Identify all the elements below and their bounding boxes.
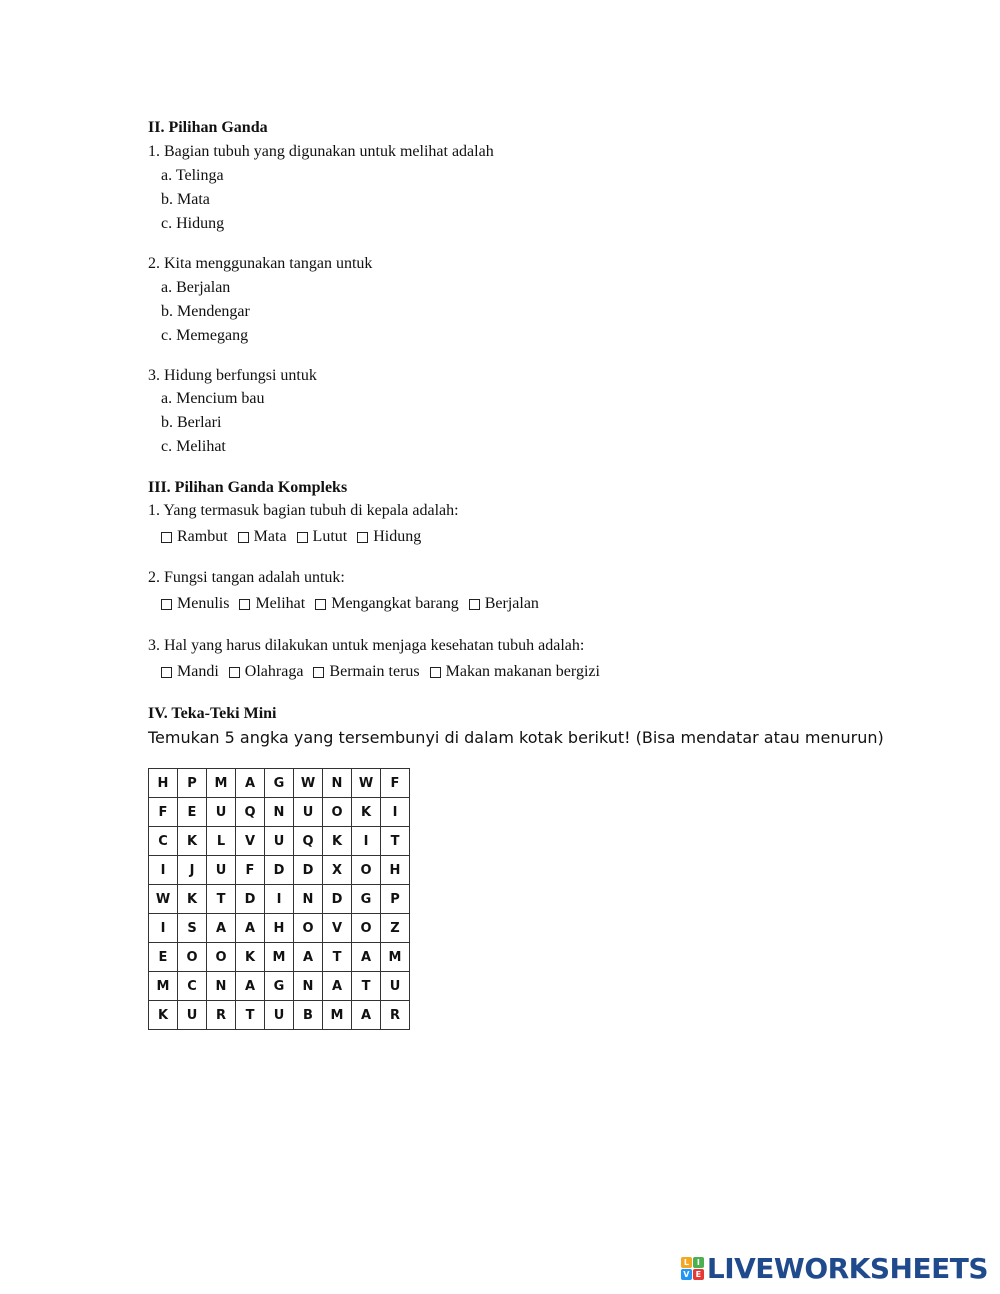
grid-cell[interactable]: U bbox=[294, 798, 323, 827]
option-2-3-c[interactable]: c. Melihat bbox=[161, 438, 226, 455]
grid-cell[interactable]: B bbox=[294, 1001, 323, 1030]
grid-cell[interactable]: O bbox=[352, 914, 381, 943]
checkbox-label: Mengangkat barang bbox=[331, 595, 459, 612]
grid-cell[interactable]: L bbox=[207, 827, 236, 856]
grid-cell[interactable]: U bbox=[265, 827, 294, 856]
grid-cell[interactable]: T bbox=[323, 943, 352, 972]
question-3-1: 1. Yang termasuk bagian tubuh di kepala adalah: bbox=[148, 502, 459, 519]
question-3-3: 3. Hal yang harus dilakukan untuk menjaga kesehatan tubuh adalah: bbox=[148, 637, 585, 654]
checkbox-label: Menulis bbox=[177, 595, 230, 612]
grid-cell[interactable]: W bbox=[149, 885, 178, 914]
grid-cell[interactable]: R bbox=[381, 1001, 410, 1030]
option-2-1-c[interactable]: c. Hidung bbox=[161, 215, 225, 232]
checkbox-label: Mata bbox=[253, 528, 287, 545]
grid-cell[interactable]: D bbox=[265, 856, 294, 885]
liveworksheets-brand bbox=[681, 1252, 988, 1285]
grid-cell[interactable]: A bbox=[207, 914, 236, 943]
checkbox-group-3-3 bbox=[161, 662, 600, 682]
section-title-pilihan-ganda: II. Pilihan Ganda bbox=[148, 119, 268, 136]
grid-cell[interactable]: P bbox=[381, 885, 410, 914]
grid-cell[interactable]: K bbox=[178, 827, 207, 856]
grid-cell[interactable]: T bbox=[236, 1001, 265, 1030]
puzzle-instruction: Temukan 5 angka yang tersembunyi di dalam kotak berikut! (Bisa mendatar atau menurun) bbox=[148, 728, 884, 747]
grid-cell[interactable]: I bbox=[265, 885, 294, 914]
grid-cell[interactable]: A bbox=[352, 943, 381, 972]
grid-cell[interactable]: V bbox=[323, 914, 352, 943]
checkbox-icon[interactable] bbox=[315, 599, 326, 610]
grid-cell[interactable]: A bbox=[294, 943, 323, 972]
grid-cell[interactable]: C bbox=[178, 972, 207, 1001]
question-2-2: 2. Kita menggunakan tangan untuk bbox=[148, 255, 373, 272]
grid-cell[interactable]: E bbox=[178, 798, 207, 827]
section-title-pilihan-ganda-kompleks: III. Pilihan Ganda Kompleks bbox=[148, 479, 348, 496]
grid-cell[interactable]: K bbox=[236, 943, 265, 972]
grid-cell[interactable]: D bbox=[294, 856, 323, 885]
checkbox-label: Lutut bbox=[312, 528, 348, 545]
grid-cell[interactable]: N bbox=[207, 972, 236, 1001]
grid-cell[interactable]: V bbox=[236, 827, 265, 856]
checkbox-label: Melihat bbox=[255, 595, 306, 612]
checkbox-icon[interactable] bbox=[238, 532, 249, 543]
checkbox-icon[interactable] bbox=[239, 599, 250, 610]
grid-cell[interactable]: C bbox=[149, 827, 178, 856]
grid-cell[interactable]: A bbox=[323, 972, 352, 1001]
grid-cell[interactable]: H bbox=[265, 914, 294, 943]
grid-cell[interactable]: D bbox=[323, 885, 352, 914]
grid-cell[interactable]: T bbox=[207, 885, 236, 914]
grid-cell[interactable]: Q bbox=[236, 798, 265, 827]
question-2-1: 1. Bagian tubuh yang digunakan untuk melihat adalah bbox=[148, 143, 494, 160]
checkbox-3-3-olahraga[interactable] bbox=[229, 662, 304, 682]
grid-cell[interactable]: N bbox=[294, 885, 323, 914]
grid-cell[interactable]: D bbox=[236, 885, 265, 914]
grid-cell[interactable]: M bbox=[265, 943, 294, 972]
logo-square: E bbox=[693, 1269, 704, 1280]
grid-cell[interactable]: U bbox=[207, 798, 236, 827]
grid-cell[interactable]: A bbox=[236, 769, 265, 798]
checkbox-3-1-hidung[interactable] bbox=[357, 527, 421, 547]
grid-cell[interactable]: U bbox=[207, 856, 236, 885]
grid-cell[interactable]: F bbox=[236, 856, 265, 885]
grid-cell[interactable]: Z bbox=[381, 914, 410, 943]
checkbox-label: Olahraga bbox=[244, 663, 304, 680]
checkbox-3-2-mengangkat-barang[interactable] bbox=[315, 594, 459, 614]
grid-cell[interactable]: W bbox=[294, 769, 323, 798]
checkbox-icon[interactable] bbox=[229, 667, 240, 678]
grid-cell[interactable]: P bbox=[178, 769, 207, 798]
checkbox-label: Bermain terus bbox=[329, 663, 420, 680]
grid-cell[interactable]: S bbox=[178, 914, 207, 943]
checkbox-icon[interactable] bbox=[430, 667, 441, 678]
question-2-3: 3. Hidung berfungsi untuk bbox=[148, 367, 317, 384]
logo-square: I bbox=[693, 1257, 704, 1268]
liveworksheets-logo-icon bbox=[681, 1257, 704, 1280]
grid-cell[interactable]: A bbox=[236, 914, 265, 943]
grid-cell[interactable]: O bbox=[294, 914, 323, 943]
grid-cell[interactable]: M bbox=[149, 972, 178, 1001]
checkbox-icon[interactable] bbox=[357, 532, 368, 543]
grid-cell[interactable]: K bbox=[352, 798, 381, 827]
checkbox-label: Rambut bbox=[177, 528, 228, 545]
logo-square: L bbox=[681, 1257, 692, 1268]
option-2-2-c[interactable]: c. Memegang bbox=[161, 327, 249, 344]
checkbox-3-1-rambut[interactable] bbox=[161, 527, 228, 547]
grid-cell[interactable]: G bbox=[265, 769, 294, 798]
grid-cell[interactable]: M bbox=[207, 769, 236, 798]
option-2-2-b[interactable]: b. Mendengar bbox=[161, 303, 250, 320]
grid-cell[interactable]: R bbox=[207, 1001, 236, 1030]
grid-cell[interactable]: J bbox=[178, 856, 207, 885]
grid-cell[interactable]: T bbox=[352, 972, 381, 1001]
grid-cell[interactable]: O bbox=[323, 798, 352, 827]
grid-cell[interactable]: N bbox=[265, 798, 294, 827]
grid-cell[interactable]: E bbox=[149, 943, 178, 972]
grid-cell[interactable]: I bbox=[149, 914, 178, 943]
grid-cell[interactable]: X bbox=[323, 856, 352, 885]
checkbox-3-1-lutut[interactable] bbox=[297, 527, 348, 547]
checkbox-3-3-bermain-terus[interactable] bbox=[313, 662, 419, 682]
grid-cell[interactable]: N bbox=[294, 972, 323, 1001]
checkbox-label: Berjalan bbox=[484, 595, 539, 612]
grid-cell[interactable]: U bbox=[381, 972, 410, 1001]
grid-cell[interactable]: K bbox=[323, 827, 352, 856]
question-3-2: 2. Fungsi tangan adalah untuk: bbox=[148, 569, 345, 586]
option-2-3-b[interactable]: b. Berlari bbox=[161, 414, 222, 431]
checkbox-3-3-makan-makanan-bergizi[interactable] bbox=[430, 662, 600, 682]
grid-cell[interactable]: I bbox=[352, 827, 381, 856]
checkbox-3-2-menulis[interactable] bbox=[161, 594, 229, 614]
checkbox-group-3-1 bbox=[161, 527, 421, 547]
grid-cell[interactable]: H bbox=[149, 769, 178, 798]
grid-cell[interactable]: A bbox=[236, 972, 265, 1001]
grid-cell[interactable]: Q bbox=[294, 827, 323, 856]
grid-cell[interactable]: H bbox=[381, 856, 410, 885]
checkbox-icon[interactable] bbox=[313, 667, 324, 678]
logo-square: V bbox=[681, 1269, 692, 1280]
grid-cell[interactable]: F bbox=[149, 798, 178, 827]
option-2-3-a[interactable]: a. Mencium bau bbox=[161, 390, 265, 407]
option-2-2-a[interactable]: a. Berjalan bbox=[161, 279, 231, 296]
grid-cell[interactable]: M bbox=[323, 1001, 352, 1030]
grid-cell[interactable]: I bbox=[149, 856, 178, 885]
checkbox-label: Hidung bbox=[373, 528, 422, 545]
grid-cell[interactable]: A bbox=[352, 1001, 381, 1030]
checkbox-3-1-mata[interactable] bbox=[238, 527, 287, 547]
grid-cell[interactable]: O bbox=[207, 943, 236, 972]
word-search-grid bbox=[148, 768, 410, 1030]
grid-cell[interactable]: W bbox=[352, 769, 381, 798]
option-2-1-a[interactable]: a. Telinga bbox=[161, 167, 224, 184]
grid-cell[interactable]: G bbox=[352, 885, 381, 914]
checkbox-label: Mandi bbox=[177, 663, 219, 680]
grid-cell[interactable]: O bbox=[352, 856, 381, 885]
checkbox-label: Makan makanan bergizi bbox=[445, 663, 600, 680]
grid-cell[interactable]: U bbox=[178, 1001, 207, 1030]
checkbox-3-3-mandi[interactable] bbox=[161, 662, 219, 682]
grid-cell[interactable]: U bbox=[265, 1001, 294, 1030]
grid-cell[interactable]: G bbox=[265, 972, 294, 1001]
checkbox-3-2-berjalan[interactable] bbox=[469, 594, 539, 614]
checkbox-group-3-2 bbox=[161, 594, 539, 614]
option-2-1-b[interactable]: b. Mata bbox=[161, 191, 210, 208]
checkbox-icon[interactable] bbox=[161, 599, 172, 610]
grid-cell[interactable]: N bbox=[323, 769, 352, 798]
checkbox-3-2-melihat[interactable] bbox=[239, 594, 305, 614]
checkbox-icon[interactable] bbox=[469, 599, 480, 610]
checkbox-icon[interactable] bbox=[297, 532, 308, 543]
grid-cell[interactable]: M bbox=[381, 943, 410, 972]
checkbox-icon[interactable] bbox=[161, 667, 172, 678]
brand-name: LIVEWORKSHEETS bbox=[706, 1252, 988, 1285]
grid-cell[interactable]: F bbox=[381, 769, 410, 798]
grid-cell[interactable]: T bbox=[381, 827, 410, 856]
grid-cell[interactable]: K bbox=[178, 885, 207, 914]
checkbox-icon[interactable] bbox=[161, 532, 172, 543]
grid-cell[interactable]: O bbox=[178, 943, 207, 972]
grid-cell[interactable]: K bbox=[149, 1001, 178, 1030]
section-title-teka-teki-mini: IV. Teka-Teki Mini bbox=[148, 705, 277, 722]
grid-cell[interactable]: I bbox=[381, 798, 410, 827]
